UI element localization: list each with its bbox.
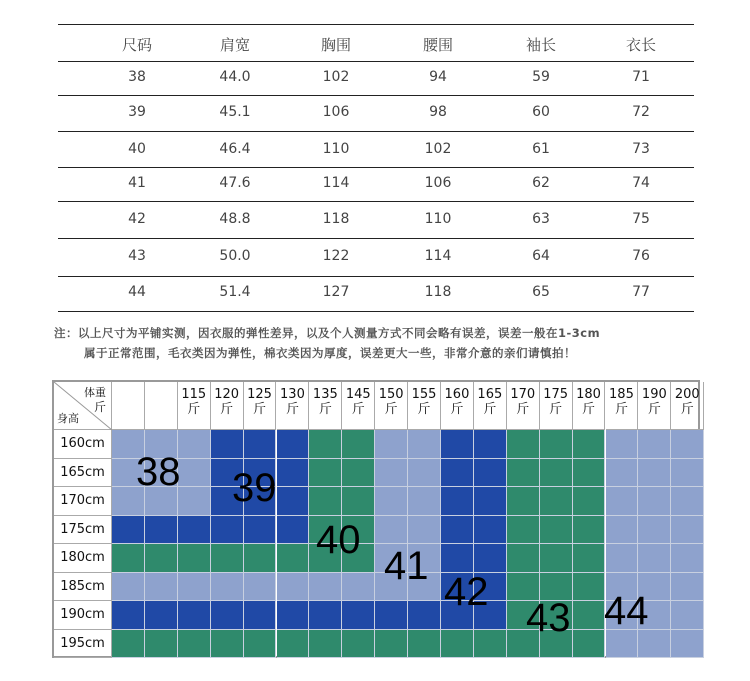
fit-cell xyxy=(342,430,375,459)
fit-cell xyxy=(573,487,606,516)
fit-cell xyxy=(178,487,211,516)
fit-cell xyxy=(441,630,474,659)
fit-cell xyxy=(671,573,704,602)
height-label-cell xyxy=(54,544,112,573)
fit-cell xyxy=(507,459,540,488)
fit-cell xyxy=(277,601,310,630)
fit-cell xyxy=(573,516,606,545)
table-cell: 65 xyxy=(532,284,550,300)
weight-header xyxy=(211,382,244,430)
fit-cell xyxy=(309,630,342,659)
fit-cell xyxy=(178,573,211,602)
corner-height-label: 身高 xyxy=(57,412,79,425)
weight-header xyxy=(507,382,540,430)
fit-cell xyxy=(540,516,573,545)
fit-cell xyxy=(375,516,408,545)
fit-cell xyxy=(573,430,606,459)
size-zone-label: 40 xyxy=(316,518,361,562)
fit-cell xyxy=(606,544,639,573)
weight-value: 155 xyxy=(411,387,437,402)
fit-cell xyxy=(507,430,540,459)
fit-cell xyxy=(342,601,375,630)
fit-cell xyxy=(408,601,441,630)
table-cell: 102 xyxy=(322,69,350,85)
fit-cell xyxy=(408,516,441,545)
fit-cell xyxy=(638,516,671,545)
fit-cell xyxy=(375,487,408,516)
table-row-rule xyxy=(58,167,694,168)
weight-unit: 斤 xyxy=(220,402,234,417)
table-cell: 122 xyxy=(322,248,350,264)
size-zone-label: 38 xyxy=(136,450,181,494)
size-zone-label: 44 xyxy=(604,589,649,633)
fit-cell xyxy=(375,630,408,659)
fit-cell xyxy=(474,544,507,573)
table-row-rule xyxy=(58,95,694,96)
fit-cell xyxy=(474,630,507,659)
fit-cell xyxy=(408,630,441,659)
table-cell: 118 xyxy=(424,284,452,300)
fit-cell xyxy=(342,630,375,659)
height-label-cell xyxy=(54,630,112,659)
weight-value: 165 xyxy=(477,387,503,402)
fit-cell xyxy=(178,630,211,659)
table-header-cell: 胸围 xyxy=(320,36,351,54)
fit-cell xyxy=(540,459,573,488)
weight-unit: 斤 xyxy=(187,402,201,417)
table-cell: 45.1 xyxy=(219,104,251,120)
height-label-cell xyxy=(54,459,112,488)
size-zone-label: 41 xyxy=(384,544,429,588)
weight-header xyxy=(408,382,441,430)
table-header-cell: 袖长 xyxy=(525,36,556,54)
weight-header xyxy=(309,382,342,430)
fit-cell xyxy=(408,430,441,459)
table-cell: 71 xyxy=(632,69,650,85)
table-cell: 59 xyxy=(532,69,550,85)
fit-cell xyxy=(540,487,573,516)
fit-cell xyxy=(573,573,606,602)
fit-cell xyxy=(638,459,671,488)
fit-cell xyxy=(441,459,474,488)
fit-cell xyxy=(178,516,211,545)
fit-cell xyxy=(441,430,474,459)
weight-header xyxy=(573,382,606,430)
height-label: 180cm xyxy=(60,550,105,565)
table-cell: 43 xyxy=(128,248,146,264)
fit-cell xyxy=(474,430,507,459)
size-zone-label: 43 xyxy=(526,596,571,640)
fit-cell xyxy=(573,544,606,573)
table-cell: 46.4 xyxy=(219,141,251,157)
table-cell: 64 xyxy=(532,248,550,264)
table-top-rule xyxy=(58,24,694,25)
weight-unit: 斤 xyxy=(351,402,365,417)
height-label: 185cm xyxy=(60,578,105,594)
table-cell: 110 xyxy=(322,141,350,157)
weight-unit: 斤 xyxy=(680,402,694,417)
weight-header xyxy=(606,382,639,430)
fit-cell xyxy=(671,544,704,573)
fit-cell xyxy=(112,516,145,545)
table-header-cell: 衣长 xyxy=(625,36,656,54)
weight-unit: 斤 xyxy=(384,402,398,417)
fit-cell xyxy=(507,487,540,516)
size-zone-label: 42 xyxy=(444,570,489,614)
fit-cell xyxy=(342,487,375,516)
table-cell: 73 xyxy=(632,141,650,157)
table-cell: 48.8 xyxy=(219,211,251,227)
table-header-cell: 肩宽 xyxy=(219,36,250,54)
table-cell: 41 xyxy=(128,175,146,191)
fit-cell xyxy=(638,430,671,459)
measurement-note-line1: 注：以上尺寸为平铺实测，因衣服的弹性差异，以及个人测量方式不同会略有误差，误差一般在1-3cm xyxy=(54,326,601,340)
fit-cell xyxy=(244,601,277,630)
table-cell: 39 xyxy=(128,104,146,120)
table-cell: 38 xyxy=(128,69,146,85)
weight-unit: 斤 xyxy=(549,402,563,417)
fit-cell xyxy=(211,601,244,630)
fit-cell xyxy=(178,544,211,573)
fit-cell xyxy=(474,459,507,488)
fit-cell xyxy=(441,544,474,573)
table-cell: 47.6 xyxy=(219,175,251,191)
weight-unit: 斤 xyxy=(417,402,431,417)
fit-cell xyxy=(145,601,178,630)
weight-header xyxy=(145,382,178,430)
weight-header xyxy=(112,382,145,430)
fit-cell xyxy=(540,430,573,459)
weight-value: 180 xyxy=(576,387,601,402)
weight-value: 170 xyxy=(510,387,536,402)
table-cell: 72 xyxy=(632,104,650,120)
height-label: 190cm xyxy=(60,607,105,622)
weight-unit: 斤 xyxy=(450,402,464,417)
table-cell: 75 xyxy=(632,211,650,227)
table-row-rule xyxy=(58,201,694,202)
fit-cell xyxy=(112,601,145,630)
fit-cell xyxy=(145,516,178,545)
fit-cell xyxy=(408,487,441,516)
height-label-cell xyxy=(54,487,112,516)
weight-unit: 斤 xyxy=(614,402,628,417)
table-cell: 94 xyxy=(429,69,447,85)
fit-cell xyxy=(145,544,178,573)
weight-header xyxy=(474,382,507,430)
fit-cell xyxy=(309,601,342,630)
table-header-rule xyxy=(58,61,694,62)
fit-cell xyxy=(112,573,145,602)
weight-unit: 斤 xyxy=(285,402,299,417)
fit-cell xyxy=(178,430,211,459)
weight-value: 190 xyxy=(641,387,667,402)
table-cell: 50.0 xyxy=(219,248,251,264)
weight-value: 175 xyxy=(543,387,569,402)
weight-header xyxy=(540,382,573,430)
size-zone-label: 39 xyxy=(232,466,277,510)
table-cell: 118 xyxy=(322,211,350,227)
height-label: 160cm xyxy=(60,436,105,451)
weight-unit: 斤 xyxy=(582,402,596,417)
fit-cell xyxy=(244,544,277,573)
table-cell: 106 xyxy=(322,104,350,120)
height-label: 170cm xyxy=(60,493,105,508)
fit-cell xyxy=(145,630,178,659)
weight-header xyxy=(244,382,277,430)
table-cell: 51.4 xyxy=(219,284,251,300)
fit-cell xyxy=(309,573,342,602)
weight-header xyxy=(441,382,474,430)
fit-cell xyxy=(671,630,704,659)
fit-cell xyxy=(145,573,178,602)
fit-cell xyxy=(375,601,408,630)
table-header-cell: 腰围 xyxy=(422,36,453,54)
table-cell: 114 xyxy=(424,248,452,264)
height-label-cell xyxy=(54,430,112,459)
fit-cell xyxy=(277,630,310,659)
fit-cell xyxy=(671,459,704,488)
fit-cell xyxy=(638,544,671,573)
table-cell: 42 xyxy=(128,211,146,227)
fit-cell xyxy=(112,544,145,573)
height-label-cell xyxy=(54,516,112,545)
fit-cell xyxy=(474,487,507,516)
measurement-note-line2: 属于正常范围，毛衣类因为弹性，棉衣类因为厚度，误差更大一些，非常介意的亲们请慎拍！ xyxy=(84,346,576,360)
fit-cell xyxy=(441,516,474,545)
weight-value: 130 xyxy=(280,387,305,402)
weight-header xyxy=(375,382,408,430)
fit-cell xyxy=(178,459,211,488)
table-cell: 102 xyxy=(424,141,452,157)
corner-header xyxy=(54,382,112,430)
fit-cell xyxy=(277,487,310,516)
fit-cell xyxy=(606,516,639,545)
fit-cell xyxy=(244,630,277,659)
fit-cell xyxy=(211,573,244,602)
fit-cell xyxy=(178,601,211,630)
fit-cell xyxy=(211,544,244,573)
table-header-cell: 尺码 xyxy=(121,36,152,54)
table-cell: 44 xyxy=(128,284,146,300)
table-row-rule xyxy=(58,238,694,239)
table-cell: 127 xyxy=(322,284,350,300)
fit-cell xyxy=(606,430,639,459)
fit-cell xyxy=(474,516,507,545)
fit-cell xyxy=(112,630,145,659)
table-cell: 62 xyxy=(532,175,550,191)
fit-cell xyxy=(671,516,704,545)
fit-cell xyxy=(573,601,606,630)
fit-cell xyxy=(375,459,408,488)
height-label: 175cm xyxy=(60,521,105,537)
weight-value: 115 xyxy=(181,387,207,402)
table-cell: 74 xyxy=(632,175,650,191)
table-row-rule xyxy=(58,131,694,132)
weight-value: 200 xyxy=(674,387,700,402)
height-label: 165cm xyxy=(60,464,105,480)
fit-cell xyxy=(540,544,573,573)
height-label: 195cm xyxy=(60,635,105,651)
table-cell: 40 xyxy=(128,141,146,157)
fit-cell xyxy=(507,516,540,545)
size-fit-chart xyxy=(52,380,700,658)
weight-header xyxy=(342,382,375,430)
weight-value: 145 xyxy=(345,387,371,402)
fit-cell xyxy=(244,573,277,602)
fit-cell xyxy=(211,430,244,459)
table-cell: 61 xyxy=(532,141,550,157)
fit-cell xyxy=(277,544,310,573)
weight-value: 135 xyxy=(312,387,338,402)
weight-unit: 斤 xyxy=(483,402,497,417)
weight-header xyxy=(178,382,211,430)
table-cell: 114 xyxy=(322,175,350,191)
fit-cell xyxy=(408,459,441,488)
fit-cell xyxy=(375,430,408,459)
weight-unit: 斤 xyxy=(647,402,661,417)
weight-header xyxy=(277,382,310,430)
height-label-cell xyxy=(54,601,112,630)
fit-cell xyxy=(277,573,310,602)
fit-cell xyxy=(211,630,244,659)
fit-cell xyxy=(638,487,671,516)
weight-unit: 斤 xyxy=(516,402,530,417)
table-cell: 60 xyxy=(532,104,550,120)
fit-cell xyxy=(211,516,244,545)
fit-cell xyxy=(606,459,639,488)
weight-value: 125 xyxy=(247,387,272,402)
table-cell: 63 xyxy=(532,211,550,227)
fit-cell xyxy=(309,459,342,488)
fit-cell xyxy=(606,487,639,516)
weight-value: 185 xyxy=(609,387,634,402)
fit-cell xyxy=(309,430,342,459)
weight-unit: 斤 xyxy=(318,402,332,417)
fit-cell xyxy=(671,430,704,459)
table-cell: 77 xyxy=(632,284,650,300)
weight-value: 150 xyxy=(378,387,404,402)
table-cell: 76 xyxy=(632,248,650,264)
table-row-rule xyxy=(58,276,694,277)
table-cell: 106 xyxy=(424,175,452,191)
weight-header xyxy=(671,382,704,430)
weight-unit: 斤 xyxy=(253,402,267,417)
fit-cell xyxy=(441,487,474,516)
fit-cell xyxy=(342,573,375,602)
fit-cell xyxy=(342,459,375,488)
fit-cell xyxy=(244,516,277,545)
fit-cell xyxy=(244,430,277,459)
fit-cell xyxy=(671,601,704,630)
table-cell: 44.0 xyxy=(219,69,251,85)
fit-cell xyxy=(277,430,310,459)
corner-weight-label: 体重 xyxy=(84,386,106,399)
table-cell: 110 xyxy=(424,211,452,227)
fit-cell xyxy=(277,516,310,545)
corner-weight-unit: 斤 xyxy=(94,400,107,414)
fit-cell xyxy=(277,459,310,488)
table-cell: 98 xyxy=(429,104,447,120)
weight-header xyxy=(638,382,671,430)
fit-cell xyxy=(309,487,342,516)
table-row-rule xyxy=(58,311,694,312)
height-label-cell xyxy=(54,573,112,602)
fit-cell xyxy=(507,544,540,573)
fit-cell xyxy=(573,459,606,488)
fit-cell xyxy=(573,630,606,659)
fit-cell xyxy=(671,487,704,516)
weight-value: 160 xyxy=(444,387,470,402)
weight-value: 120 xyxy=(214,387,240,402)
